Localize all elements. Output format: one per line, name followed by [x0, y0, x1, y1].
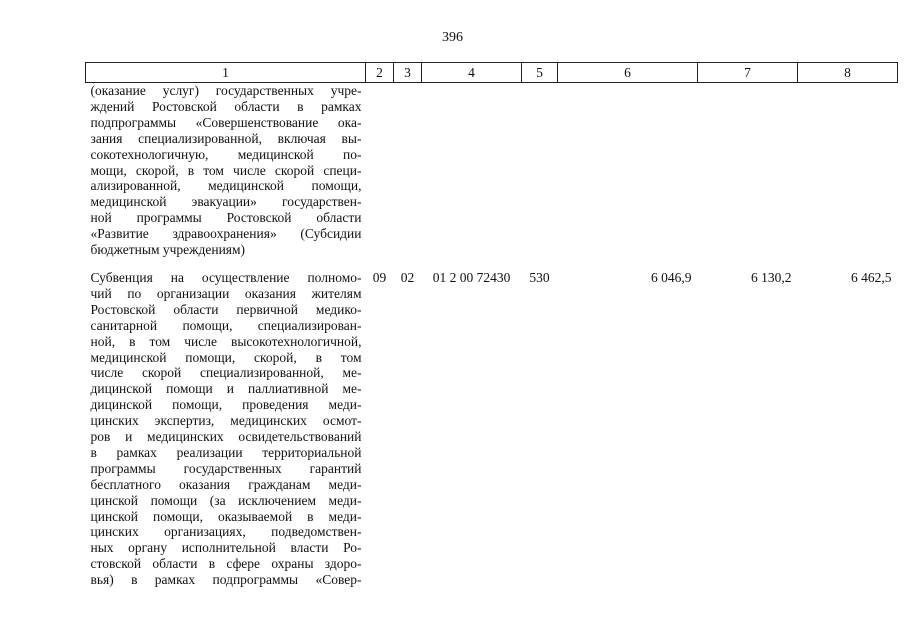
amount-col6: 6 046,9 — [651, 269, 692, 285]
amount-col7 — [698, 83, 798, 270]
column-header: 2 — [366, 63, 394, 83]
column-header: 4 — [422, 63, 522, 83]
column-header: 5 — [522, 63, 558, 83]
description-line: ализированной, медицинской помощи, — [90, 178, 362, 194]
column-header-row — [86, 63, 898, 83]
description-line: ной программы Ростовской области — [90, 210, 362, 226]
column-header: 1 — [86, 63, 366, 83]
description-line: стовской области в сфере охраны здоро- — [90, 556, 362, 572]
row-description — [86, 83, 366, 270]
description-line: ной, в том числе высокотехнологичной, — [90, 333, 362, 349]
column-header: 3 — [394, 63, 422, 83]
target-article-code — [422, 83, 522, 270]
description-line: цинских экспертиз, медицинских осмот- — [90, 413, 362, 429]
description-line: ных органу исполнительной власти Ро- — [90, 540, 362, 556]
budget-table — [85, 62, 898, 588]
description-line: сокотехнологичную, медицинской по- — [90, 146, 362, 162]
target-article-code: 01 2 00 72430 — [432, 269, 511, 285]
amount-col8 — [798, 83, 898, 270]
amount-col6 — [558, 83, 698, 270]
description-line: мощи, скорой, в том числе скорой специ- — [90, 162, 362, 178]
description-line: «Развитие здравоохранения» (Субсидии — [90, 226, 362, 242]
subsection-code: 02 — [400, 269, 415, 285]
description-line: медицинской помощи, скорой, в том — [90, 349, 362, 365]
amount-col8: 6 462,5 — [851, 269, 892, 285]
column-header: 7 — [698, 63, 798, 83]
amount-col7: 6 130,2 — [751, 269, 792, 285]
section-code — [366, 83, 394, 270]
description-line: в рамках реализации территориальной — [90, 444, 362, 460]
description-line: бесплатного оказания гражданам меди- — [90, 476, 362, 492]
description-line: Субвенция на осуществление полномо- — [90, 269, 362, 285]
expense-type-code — [522, 83, 558, 270]
description-line: цинских организациях, подведомствен- — [90, 524, 362, 540]
description-line: подпрограммы «Совершенствование ока- — [90, 114, 362, 130]
subsection-code — [394, 83, 422, 270]
description-line: ров и медицинских освидетельствований — [90, 429, 362, 445]
description-line: Ростовской области первичной медико- — [90, 301, 362, 317]
page-number: 396 — [442, 30, 463, 45]
description-line: цинской помощи (за исключением меди- — [90, 492, 362, 508]
description-line: ждений Ростовской области в рамках — [90, 98, 362, 114]
description-line: программы государственных гарантий — [90, 460, 362, 476]
description-line: медицинской эвакуации» государствен- — [90, 194, 362, 210]
column-header: 8 — [798, 63, 898, 83]
expense-type-code: 530 — [529, 269, 550, 285]
table-row — [86, 83, 898, 270]
description-line: вья) в рамках подпрограммы «Совер- — [90, 572, 362, 588]
row-description — [86, 270, 366, 588]
description-line: чий по организации оказания жителям — [90, 285, 362, 301]
description-line: дицинской помощи, проведения меди- — [90, 397, 362, 413]
section-code: 09 — [372, 269, 387, 285]
description-line: цинской помощи, оказываемой в меди- — [90, 508, 362, 524]
description-line: санитарной помощи, специализирован- — [90, 317, 362, 333]
description-line: зания специализированной, включая вы- — [90, 130, 362, 146]
description-line: бюджетным учреждениям) — [90, 242, 246, 258]
table-row — [86, 270, 898, 588]
description-line: (оказание услуг) государственных учре- — [90, 83, 362, 98]
column-header: 6 — [558, 63, 698, 83]
description-line: числе скорой специализированной, ме- — [90, 365, 362, 381]
description-line: дицинской помощи и паллиативной ме- — [90, 381, 362, 397]
